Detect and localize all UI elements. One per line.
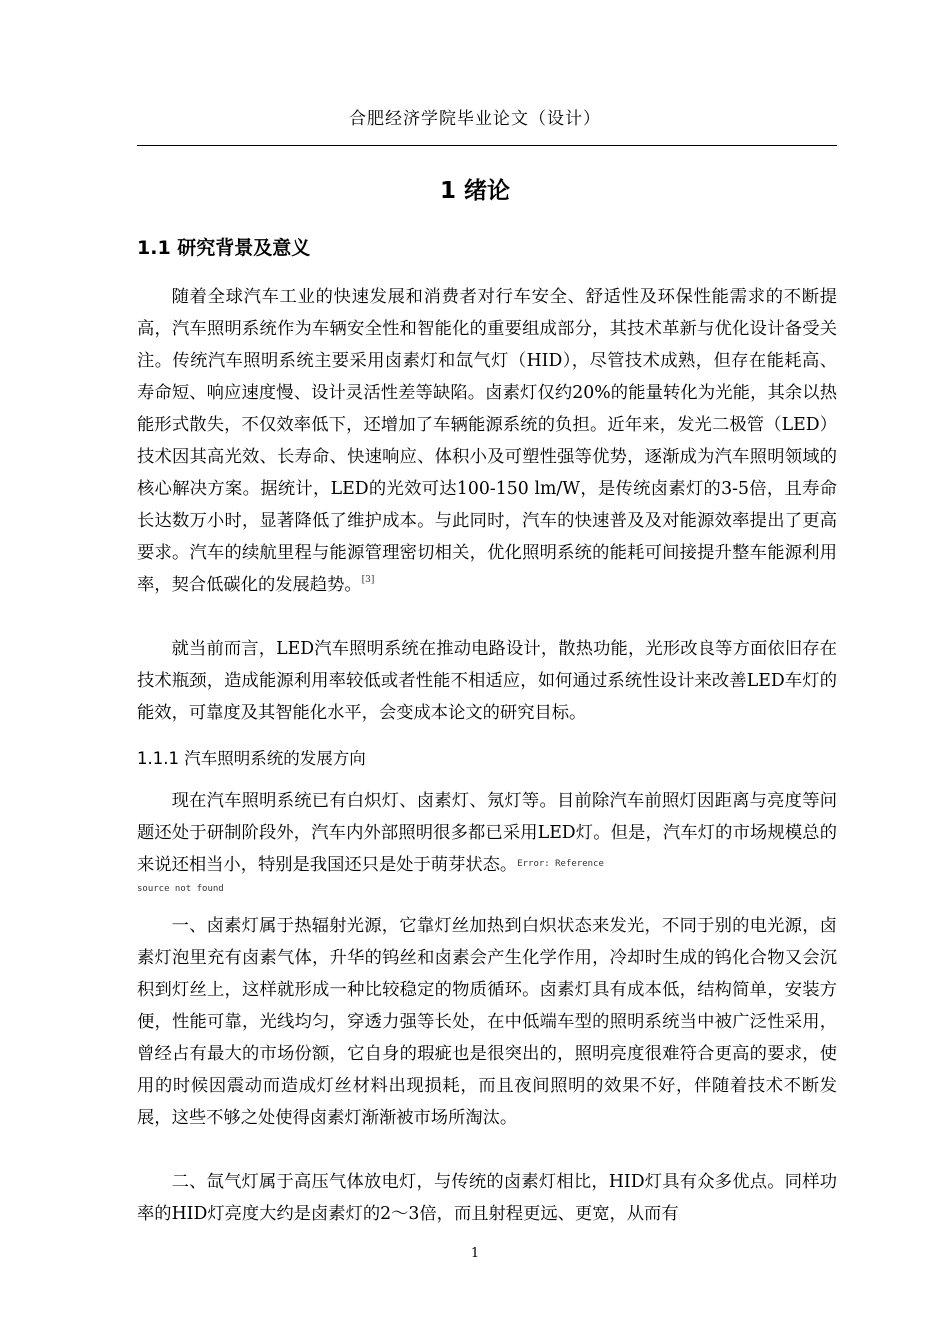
paragraph-text: 现在汽车照明系统已有白炽灯、卤素灯、氖灯等。目前除汽车前照灯因距离与亮度等问题还处于研制阶段外，汽车内外部照明很多都已采用LED灯。但是，汽车灯的市场规模总的来说还相当小，特别是我国还只是处于萌芽状态。 xyxy=(137,791,837,875)
reference-error-marker: Error: Reference xyxy=(517,859,604,869)
paragraph-text: 二、氙气灯属于高压气体放电灯，与传统的卤素灯相比，HID灯具有众多优点。同样功率的HID灯亮度大约是卤素灯的2～3倍，而且射程更远、更宽，从而有 xyxy=(137,1172,837,1224)
paragraph-research-goal xyxy=(137,633,837,729)
paragraph-xenon xyxy=(137,1166,837,1230)
paragraph-lighting-overview xyxy=(137,785,837,881)
subsection-title: 1.1.1 汽车照明系统的发展方向 xyxy=(137,749,366,768)
paragraph-text: 就当前而言，LED汽车照明系统在推动电路设计，散热功能，光形改良等方面依旧存在技术瓶颈，造成能源利用率较低或者性能不相适应，如何通过系统性设计来改善LED车灯的能效，可靠度及其智能化水平，会变成本论文的研究目标。 xyxy=(137,639,837,723)
citation-marker: [3] xyxy=(361,575,375,585)
paragraph-text: 一、卤素灯属于热辐射光源，它靠灯丝加热到白炽状态来发光，不同于别的电光源，卤素灯泡里充有卤素气体，升华的钨丝和卤素会产生化学作用，冷却时生成的钨化合物又会沉积到灯丝上，这样就形成一种比较稳定的物质循环。卤素灯具有成本低，结构简单，安装方便，性能可靠，光线均匀，穿透力强等长处，在中低端车型的照明系统当中被广泛性采用，曾经占有最大的市场份额，它自身的瑕疵也是很突出的，照明亮度很难符合更高的要求，使用的时候因震动而造成灯丝材料出现损耗，而且夜间照明的效果不好，伴随着技术不断发展，这些不够之处使得卤素灯渐渐被市场所淘汰。 xyxy=(137,916,837,1128)
paragraph-text: 随着全球汽车工业的快速发展和消费者对行车安全、舒适性及环保性能需求的不断提高，汽车照明系统作为车辆安全性和智能化的重要组成部分，其技术革新与优化设计备受关注。传统汽车照明系统主要采用卤素灯和氙气灯（HID），尽管技术成熟，但存在能耗高、寿命短、响应速度慢、设计灵活性差等缺陷。卤素灯仅约20%的能量转化为光能，其余以热能形式散失，不仅效率低下，还增加了车辆能源系统的负担。近年来，发光二极管（LED）技术因其高光效、长寿命、快速响应、体积小及可塑性强等优势，逐渐成为汽车照明领域的核心解决方案。据统计，LED的光效可达100-150 lm/W，是传统卤素灯的3-5倍，且寿命长达数万小时，显著降低了维护成本。与此同时，汽车的快速普及及对能源效率提出了更高要求。汽车的续航里程与能源管理密切相关，优化照明系统的能耗可间接提升整车能源利用率，契合低碳化的发展趋势。 xyxy=(137,287,837,595)
running-header: 合肥经济学院毕业论文（设计） xyxy=(349,109,601,129)
section-title: 1.1 研究背景及意义 xyxy=(137,237,311,259)
reference-error-continuation: source not found xyxy=(137,884,224,894)
paragraph-background xyxy=(137,281,837,601)
page-number: 1 xyxy=(470,1246,480,1261)
header-divider xyxy=(137,145,837,146)
paragraph-halogen xyxy=(137,910,837,1134)
chapter-title: 1 绪论 xyxy=(439,178,510,204)
